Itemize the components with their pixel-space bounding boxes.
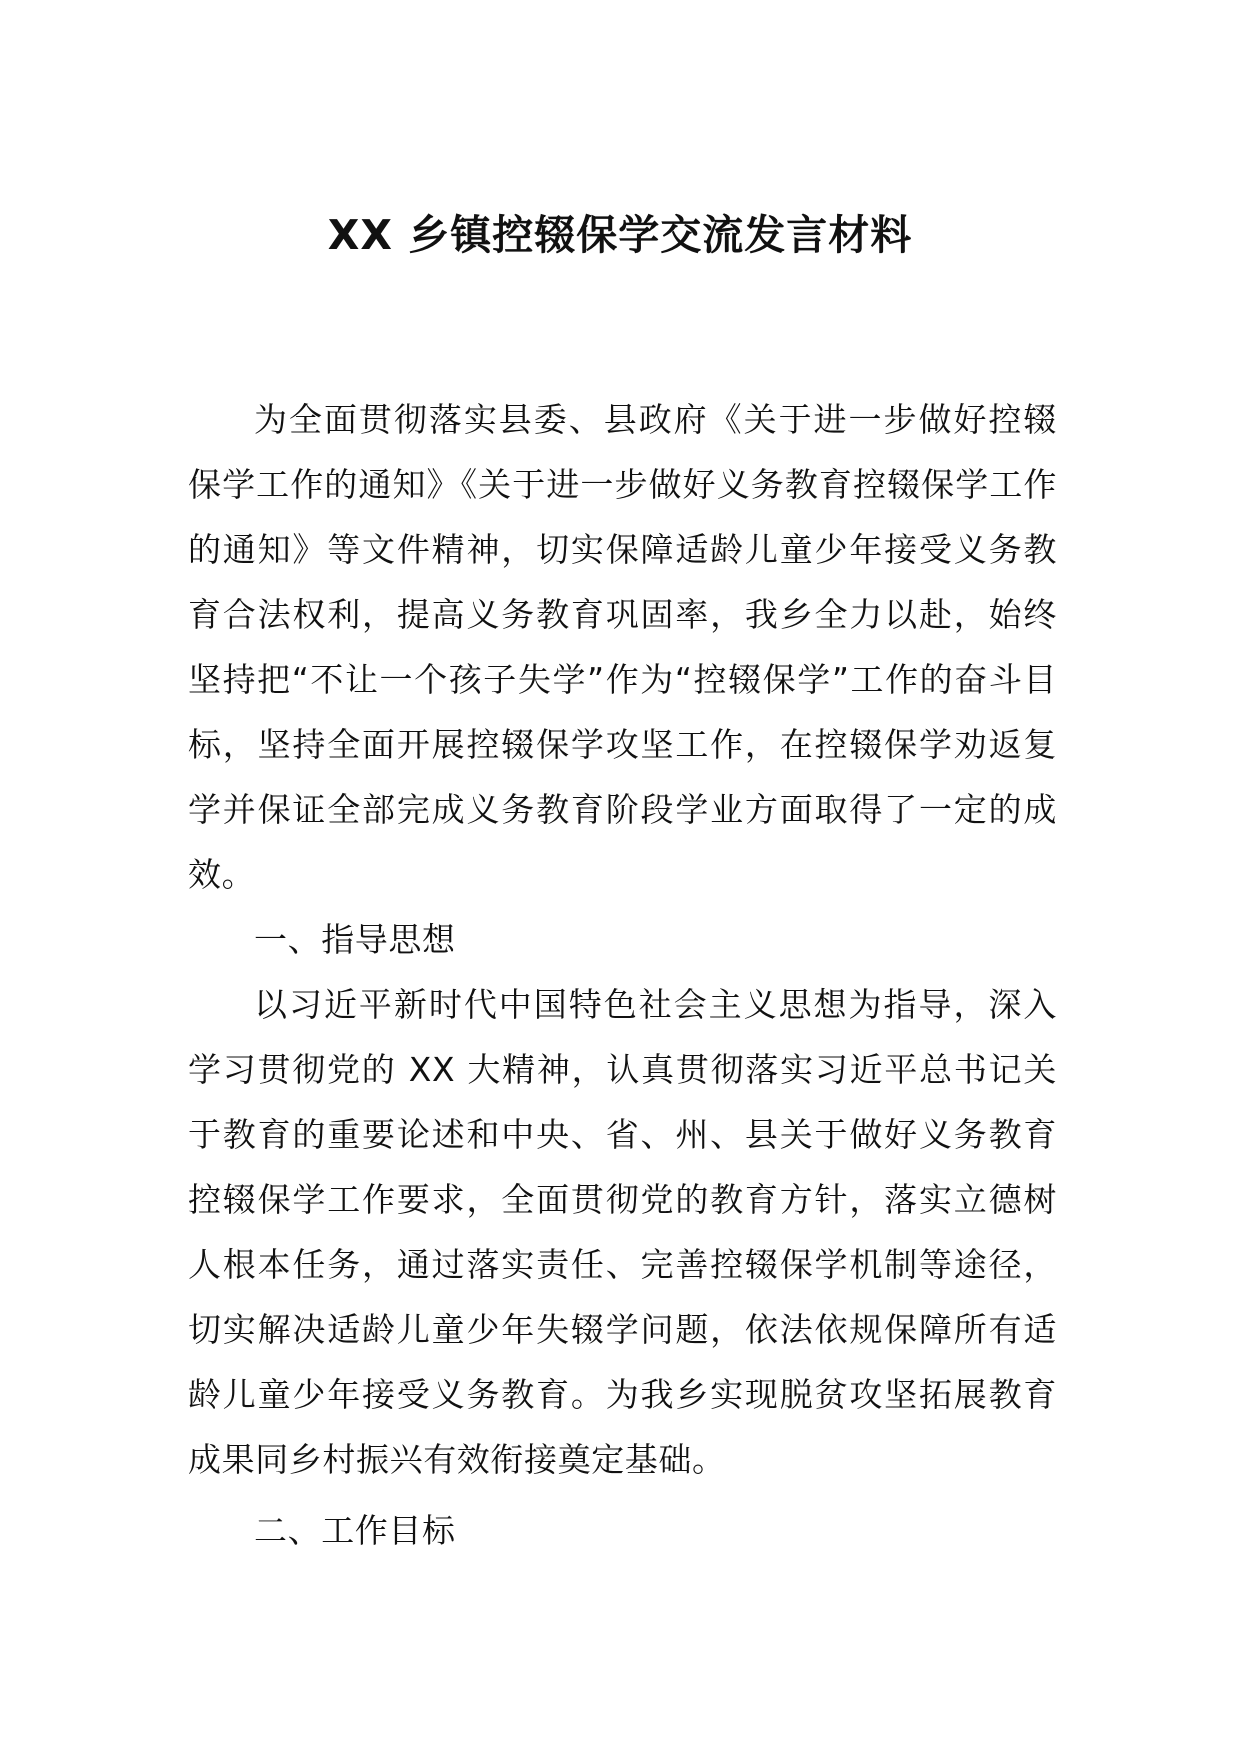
intro-paragraph: 为全面贯彻落实县委、县政府《关于进一步做好控辍保学工作的通知》《关于进一步做好义务教育控辍保学工作的通知》等文件精神，切实保障适龄儿童少年接受义务教育合法权利，提高义务教育巩固率，我乡全力以赴，始终坚持把“不让一个孩子失学”作为“控辍保学”工作的奋斗目标，坚持全面开展控辍保学攻坚工作，在控辍保学劝返复学并保证全部完成义务教育阶段学业方面取得了一定的成效。 [188,400,1057,894]
document-title: XX 乡镇控辍保学交流发言材料 [327,211,913,259]
section-heading-work-goals: 二、工作目标 [254,1511,456,1550]
guiding-ideology-paragraph: 以习近平新时代中国特色社会主义思想为指导，深入学习贯彻党的 XX 大精神，认真贯彻落实习近平总书记关于教育的重要论述和中央、省、州、县关于做好义务教育控辍保学工作要求，全面贯彻党的教育方针，落实立德树人根本任务，通过落实责任、完善控辍保学机制等途径，切实解决适龄儿童少年失辍学问题，依法依规保障所有适龄儿童少年接受义务教育。为我乡实现脱贫攻坚拓展教育成果同乡村振兴有效衔接奠定基础。 [188,985,1057,1479]
section-heading-guiding-ideology: 一、指导思想 [254,920,456,959]
document-body [188,387,1057,1563]
